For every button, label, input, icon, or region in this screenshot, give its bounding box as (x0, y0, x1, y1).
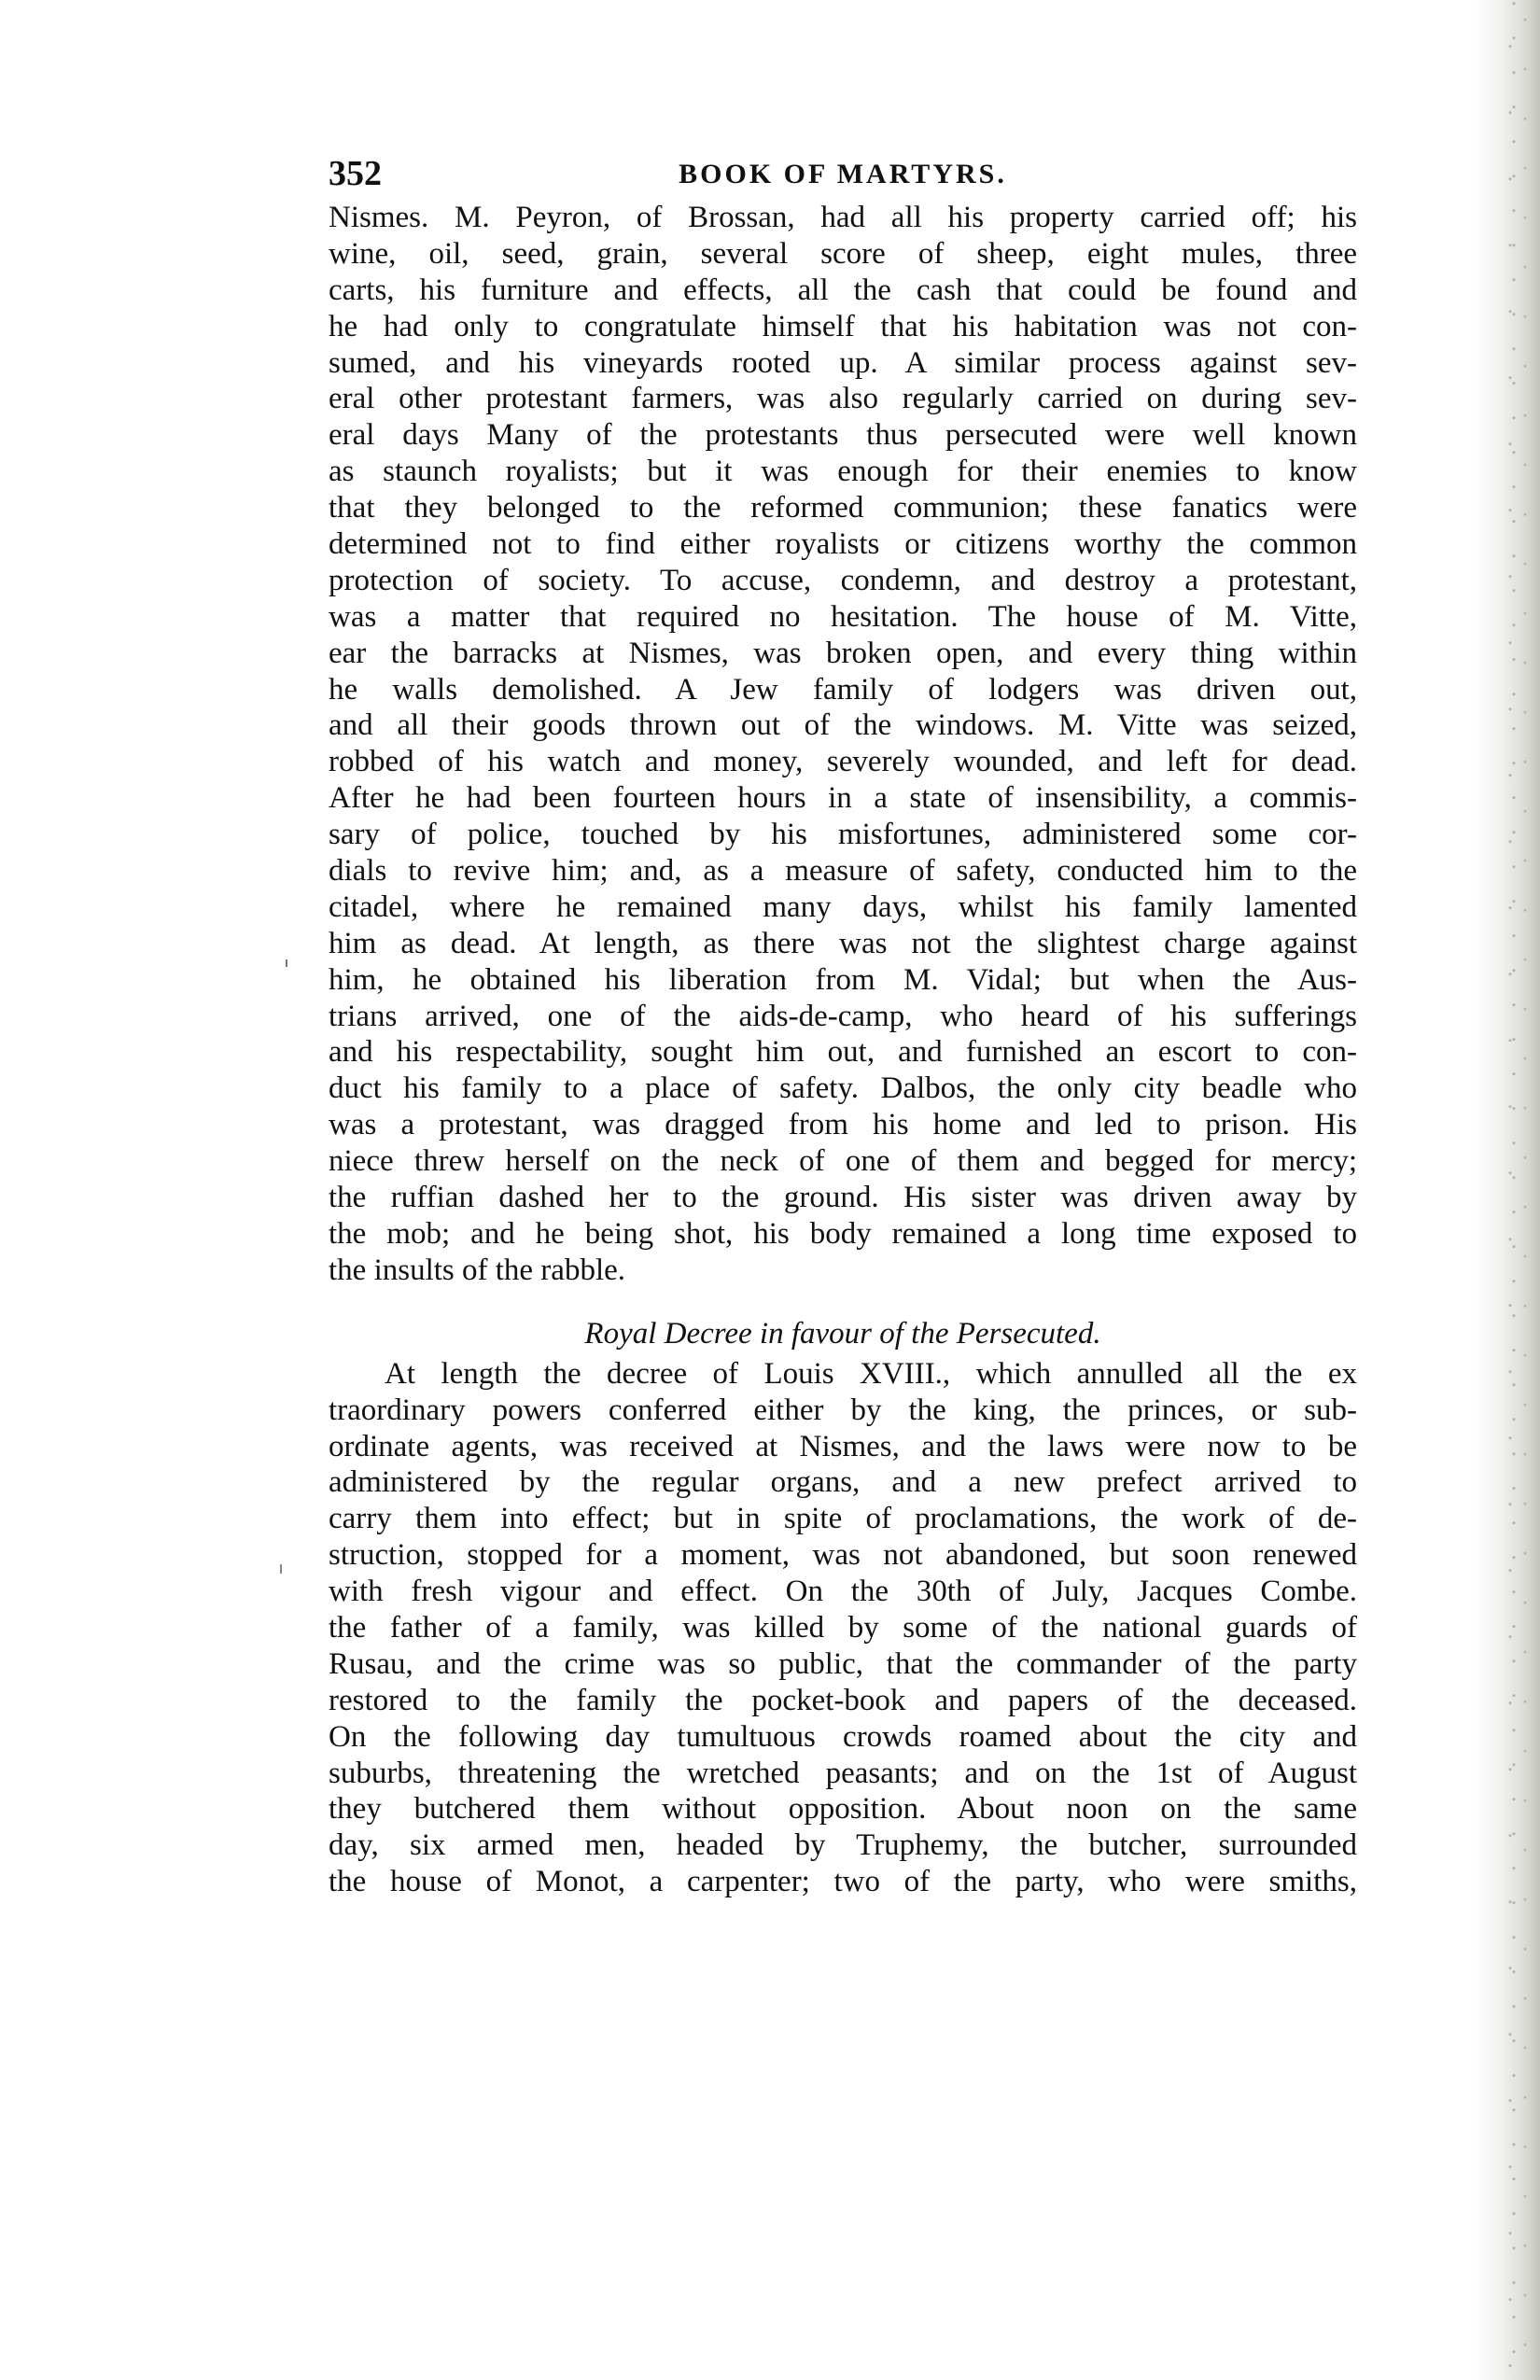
text-line: him as dead. At length, as there was not the slightest charge against (329, 926, 1357, 960)
margin-mark (286, 959, 287, 967)
running-head: BOOK OF MARTYRS. (679, 159, 1007, 189)
paragraph-2 (329, 1356, 1357, 1900)
text-line: On the following day tumultuous crowds roamed about the city and (329, 1719, 1357, 1754)
text-line: the ruffian dashed her to the ground. His sister was driven away by (329, 1181, 1357, 1215)
text-line: the insults of the rabble. (329, 1253, 626, 1287)
text-line: Nismes. M. Peyron, of Brossan, had all his property carried off; his (329, 201, 1357, 234)
text-line: he had only to congratulate himself that his habitation was not con- (329, 309, 1357, 343)
page-header (329, 140, 1357, 200)
page-text-block (329, 140, 1357, 1900)
text-line: restored to the family the pocket-book and papers of the deceased. (329, 1683, 1357, 1717)
text-line: ordinate agents, was received at Nismes, and the laws were now to be (329, 1429, 1357, 1463)
text-line: he walls demolished. A Jew family of lodgers was driven out, (329, 672, 1357, 707)
text-line: the father of a family, was killed by some of the national guards of (329, 1610, 1357, 1645)
text-line: eral days Many of the protestants thus persecuted were well known (329, 418, 1357, 453)
text-line: carry them into effect; but in spite of proclamations, the work of de- (329, 1502, 1357, 1536)
text-line: citadel, where he remained many days, whilst his family lamented (329, 889, 1357, 924)
text-line: and his respectability, sought him out, and furnished an escort to con- (329, 1035, 1357, 1070)
text-line: determined not to find either royalists or citizens worthy the common (329, 527, 1357, 562)
text-line: robbed of his watch and money, severely wounded, and left for dead. (329, 745, 1357, 779)
margin-mark (280, 1564, 282, 1574)
paragraph-1 (329, 200, 1357, 1289)
text-line: After he had been fourteen hours in a state of insensibility, a commis- (329, 781, 1357, 816)
text-line: the house of Monot, a carpenter; two of the party, who were smiths, (329, 1865, 1357, 1899)
text-line: as staunch royalists; but it was enough for their enemies to know (329, 455, 1357, 489)
text-line: traordinary powers conferred either by the king, the princes, or sub- (329, 1393, 1357, 1427)
text-line: suburbs, threatening the wretched peasants; and on the 1st of August (329, 1756, 1357, 1790)
text-line: struction, stopped for a moment, was not abandoned, but soon renewed (329, 1538, 1357, 1573)
text-line: administered by the regular organs, and a new prefect arrived to (329, 1465, 1357, 1500)
text-line: and all their goods thrown out of the windows. M. Vitte was seized, (329, 708, 1357, 743)
text-line: eral other protestant farmers, was also regularly carried on during sev- (329, 382, 1357, 416)
section-heading: Royal Decree in favour of the Persecuted. (584, 1316, 1101, 1351)
text-line: with fresh vigour and effect. On the 30th of July, Jacques Combe. (329, 1575, 1357, 1609)
text-line: trians arrived, one of the aids-de-camp, who heard of his sufferings (329, 999, 1357, 1033)
text-line: was a matter that required no hesitation. The house of M. Vitte, (329, 599, 1357, 634)
text-line: day, six armed men, headed by Truphemy, the butcher, surrounded (329, 1828, 1357, 1863)
text-line: the mob; and he being shot, his body remained a long time exposed to (329, 1216, 1357, 1251)
text-line: that they belonged to the reformed communion; these fanatics were (329, 491, 1357, 525)
text-line: sary of police, touched by his misfortunes, administered some cor- (329, 818, 1357, 852)
text-line: duct his family to a place of safety. Dalbos, the only city beadle who (329, 1071, 1357, 1106)
page-number: 352 (329, 154, 382, 193)
text-line: carts, his furniture and effects, all the cash that could be found and (329, 273, 1357, 307)
text-line: was a protestant, was dragged from his home and led to prison. His (329, 1108, 1357, 1142)
text-line: wine, oil, seed, grain, several score of sheep, eight mules, three (329, 236, 1357, 271)
text-line: Rusau, and the crime was so public, that the commander of the party (329, 1646, 1357, 1681)
page-edge-specks (1503, 0, 1540, 2380)
text-line: they butchered them without opposition. About noon on the same (329, 1792, 1357, 1827)
text-line: protection of society. To accuse, condemn, and destroy a protestant, (329, 563, 1357, 597)
text-line: At length the decree of Louis XVIII., which annulled all the ex (385, 1356, 1357, 1391)
text-line: ear the barracks at Nismes, was broken open, and every thing within (329, 636, 1357, 670)
text-line: sumed, and his vineyards rooted up. A similar process against sev- (329, 345, 1357, 380)
text-line: dials to revive him; and, as a measure of safety, conducted him to the (329, 854, 1357, 889)
text-line: niece threw herself on the neck of one of them and begged for mercy; (329, 1144, 1357, 1179)
text-line: him, he obtained his liberation from M. Vidal; but when the Aus- (329, 962, 1357, 997)
